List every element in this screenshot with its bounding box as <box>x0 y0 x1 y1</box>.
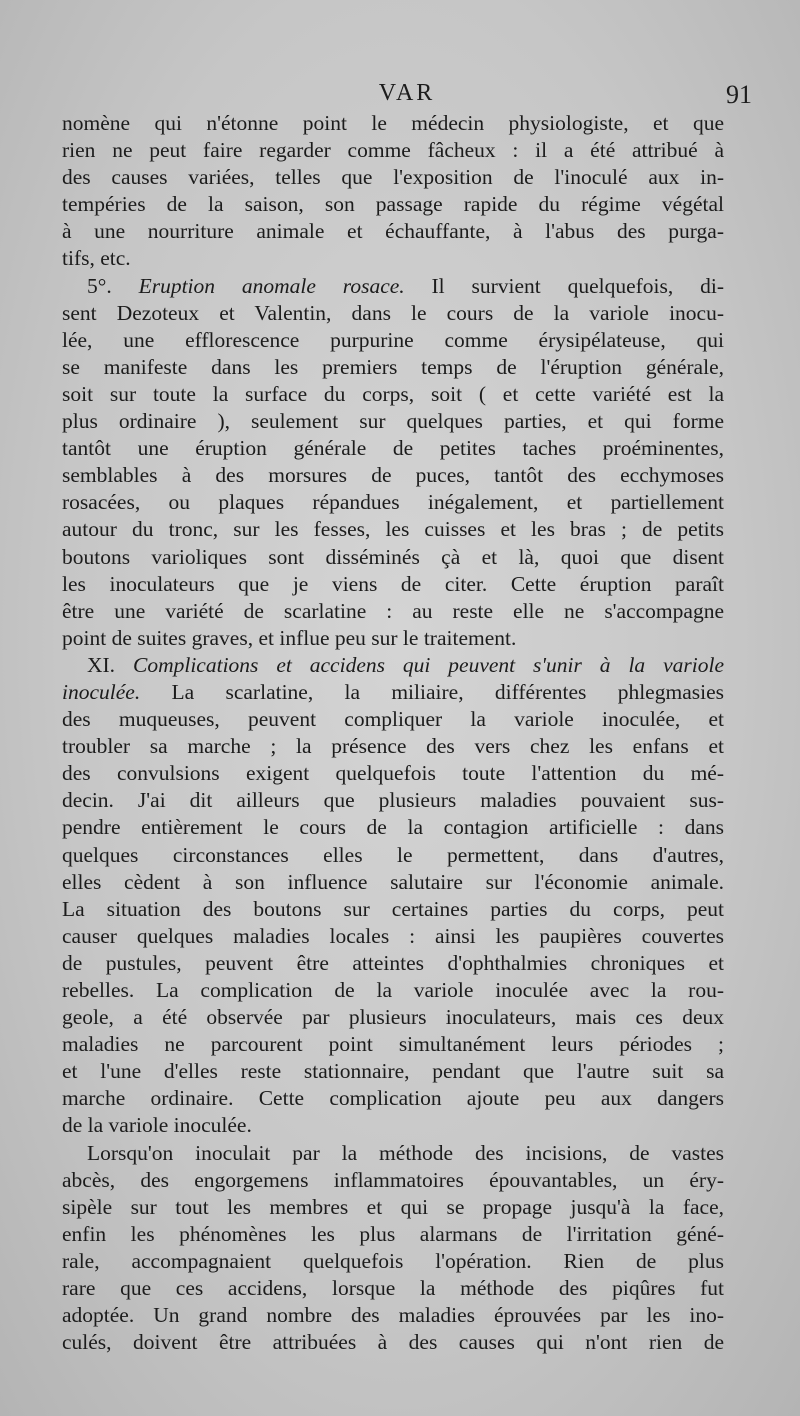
text-line <box>62 516 724 543</box>
line-text: pendre entièrement le cours de la contagion artificielle : dans <box>62 815 724 840</box>
line-text: nomène qui n'étonne point le médecin physiologiste, et que <box>62 111 724 135</box>
line-text: tempéries de la saison, son passage rapide du régime végétal <box>62 192 724 217</box>
line-text: troubler sa marche ; la présence des vers chez les enfans et <box>62 734 724 759</box>
text-line <box>62 381 724 408</box>
line-text: quelques circonstances elles le permettent, dans d'autres, <box>62 842 724 867</box>
text-line <box>62 1058 724 1085</box>
text-line <box>62 1275 724 1302</box>
running-head: VAR <box>378 80 436 106</box>
line-text: plus ordinaire ), seulement sur quelques parties, et qui forme <box>62 409 724 434</box>
text-line <box>62 1085 724 1112</box>
line-text: à une nourriture animale et échauffante, à l'abus des purga- <box>62 219 724 244</box>
line-text: sipèle sur tout les membres et qui se propage jusqu'à la face, <box>62 1194 724 1219</box>
line-text: boutons varioliques sont disséminés çà et là, quoi que disent <box>62 544 724 569</box>
text-line <box>62 760 724 787</box>
text-line <box>62 842 724 869</box>
text-line <box>62 1194 724 1221</box>
text-line <box>62 245 724 272</box>
line-text: rale, accompagnaient quelquefois l'opération. Rien de plus <box>62 1248 724 1273</box>
text-line <box>62 327 724 354</box>
text-line <box>62 571 724 598</box>
text-line <box>62 652 724 679</box>
text-line <box>62 733 724 760</box>
page-number: 91 <box>726 80 752 109</box>
text-line <box>62 164 724 191</box>
text-line <box>62 191 724 218</box>
line-text: enfin les phénomènes les plus alarmans de l'irritation géné- <box>62 1221 724 1246</box>
line-text: La scarlatine, la miliaire, différentes phlegmasies <box>140 679 724 704</box>
text-line <box>62 814 724 841</box>
line-text: point de suites graves, et influe peu sur le traitement. <box>62 625 517 650</box>
section-heading: Eruption anomale rosace. <box>138 273 405 298</box>
line-text: adoptée. Un grand nombre des maladies éprouvées par les ino- <box>62 1303 724 1328</box>
line-text: Lorsqu'on inoculait par la méthode des incisions, de vastes <box>87 1140 724 1165</box>
line-text: Il survient quelquefois, di- <box>404 273 724 298</box>
line-text: et l'une d'elles reste stationnaire, pendant que l'autre suit sa <box>62 1059 724 1084</box>
text-line <box>62 489 724 516</box>
line-text: des causes variées, telles que l'exposition de l'inoculé aux in- <box>62 165 724 190</box>
text-line <box>62 300 724 327</box>
line-text: elles cèdent à son influence salutaire sur l'économie animale. <box>62 869 724 894</box>
text-line <box>62 598 724 625</box>
line-text: maladies ne parcourent point simultanément leurs périodes ; <box>62 1032 724 1057</box>
section-heading: Complications et accidens qui peuvent s'unir à la variole <box>132 652 724 677</box>
text-line <box>62 1112 724 1139</box>
text-line <box>62 1004 724 1031</box>
text-line <box>62 1329 724 1356</box>
line-text: être une variété de scarlatine : au reste elle ne s'accompagne <box>62 598 724 623</box>
text-line <box>62 787 724 814</box>
text-line <box>62 977 724 1004</box>
text-line <box>62 462 724 489</box>
text-line <box>62 706 724 733</box>
text-line <box>62 625 724 652</box>
text-line <box>62 435 724 462</box>
line-text: causer quelques maladies locales : ainsi les paupières couvertes <box>62 923 724 948</box>
line-text: soit sur toute la surface du corps, soit ( et cette variété est la <box>62 381 724 406</box>
section-number: XI. <box>87 652 133 677</box>
line-text: rien ne peut faire regarder comme fâcheux : il a été attribué à <box>62 138 724 163</box>
line-text: abcès, des engorgemens inflammatoires épouvantables, un éry- <box>62 1167 724 1192</box>
text-line <box>62 218 724 245</box>
text-line <box>62 869 724 896</box>
line-text: rebelles. La complication de la variole inoculée avec la rou- <box>62 978 724 1002</box>
line-text: decin. J'ai dit ailleurs que plusieurs maladies pouvaient sus- <box>62 788 724 813</box>
line-text: lée, une efflorescence purpurine comme érysipélateuse, qui <box>62 327 724 352</box>
text-line <box>62 896 724 923</box>
text-line <box>62 354 724 381</box>
text-line <box>62 1302 724 1329</box>
line-text: geole, a été observée par plusieurs inoculateurs, mais ces deux <box>62 1005 724 1030</box>
line-text: se manifeste dans les premiers temps de l'éruption générale, <box>62 354 724 379</box>
text-line <box>62 408 724 435</box>
line-text: tifs, etc. <box>62 246 131 271</box>
line-text: de la variole inoculée. <box>62 1113 252 1138</box>
text-line <box>62 137 724 164</box>
line-text: des muqueuses, peuvent compliquer la variole inoculée, et <box>62 707 724 732</box>
line-text: La situation des boutons sur certaines parties du corps, peut <box>62 896 724 921</box>
text-line <box>62 1167 724 1194</box>
line-text: rare que ces accidens, lorsque la méthode des piqûres fut <box>62 1276 724 1301</box>
line-text: des convulsions exigent quelquefois toute l'attention du mé- <box>62 761 724 786</box>
line-text: autour du tronc, sur les fesses, les cuisses et les bras ; de petits <box>62 517 724 542</box>
line-text: rosacées, ou plaques répandues inégalement, et partiellement <box>62 490 724 515</box>
text-line <box>62 110 724 137</box>
text-line <box>62 1248 724 1275</box>
line-text: tantôt une éruption générale de petites taches proéminentes, <box>62 436 724 461</box>
section-number: 5°. <box>87 273 139 298</box>
line-text: sent Dezoteux et Valentin, dans le cours de la variole inocu- <box>62 300 724 325</box>
body-text <box>62 110 724 1356</box>
text-line <box>62 679 724 706</box>
page-header <box>62 80 752 114</box>
text-line <box>62 544 724 571</box>
text-line <box>62 923 724 950</box>
line-text: marche ordinaire. Cette complication ajoute peu aux dangers <box>62 1086 724 1111</box>
line-text: de pustules, peuvent être atteintes d'ophthalmies chroniques et <box>62 950 724 975</box>
text-line <box>62 950 724 977</box>
text-line <box>62 1221 724 1248</box>
line-text: culés, doivent être attribuées à des causes qui n'ont rien de <box>62 1330 724 1355</box>
line-text: semblables à des morsures de puces, tantôt des ecchymoses <box>62 463 724 488</box>
text-line <box>62 1031 724 1058</box>
text-line <box>62 1140 724 1167</box>
section-heading: inoculée. <box>62 679 141 704</box>
text-line <box>62 273 724 300</box>
line-text: les inoculateurs que je viens de citer. Cette éruption paraît <box>62 571 724 596</box>
